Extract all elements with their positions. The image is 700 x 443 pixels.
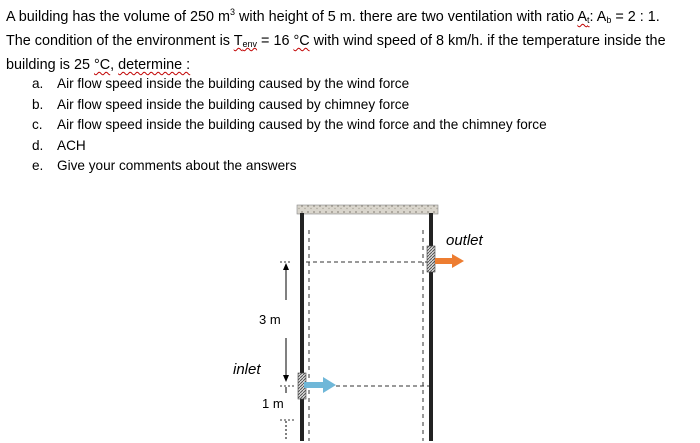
outlet-label: outlet: [446, 232, 483, 249]
task-item: d. ACH: [32, 137, 86, 153]
roof-slab: [297, 205, 438, 214]
outlet-arrow-head: [452, 254, 464, 268]
inlet-label: inlet: [233, 361, 261, 378]
task-item: c. Air flow speed inside the building caused by the wind force and the chimney force: [32, 117, 547, 132]
problem-line-2: The condition of the environment is $T_{env} = 16$ °C with wind speed of 8 km/h. if the temperature inside the: [6, 33, 666, 49]
task-item: b. Air flow speed inside the building caused by chimney force: [32, 96, 410, 112]
problem-statement: [6, 2, 696, 76]
task-item: e. Give your comments about the answers: [32, 158, 297, 173]
dimension-arrowhead-up: [283, 263, 289, 270]
dimension-arrowhead-down: [283, 375, 289, 382]
task-item: a. Air flow speed inside the building caused by the wind force: [32, 76, 410, 91]
inlet-arrow-head: [323, 377, 336, 393]
problem-line-3: building is 25 °C, determine :: [6, 57, 191, 73]
task-list: [32, 74, 547, 177]
problem-line-1: A building has the volume of 250 $m^3$ with height of 5 m. there are two ventilation with ratio $A_t$: $A_b = 2$ : 1.: [6, 7, 660, 25]
inlet-vent: [298, 373, 306, 399]
dimension-3m-label: 3 m: [259, 312, 281, 327]
dimension-1m-label: 1 m: [262, 396, 284, 411]
determine-text: determine :: [118, 57, 191, 73]
inlet-arrow-shaft: [304, 382, 324, 388]
ratio-at: $A_t$: [577, 9, 590, 25]
right-wall: [429, 213, 433, 441]
outlet-arrow-shaft: [435, 258, 453, 264]
outlet-vent: [427, 246, 435, 272]
left-wall: [300, 213, 304, 441]
t-env: $T_{env}$: [233, 33, 258, 49]
